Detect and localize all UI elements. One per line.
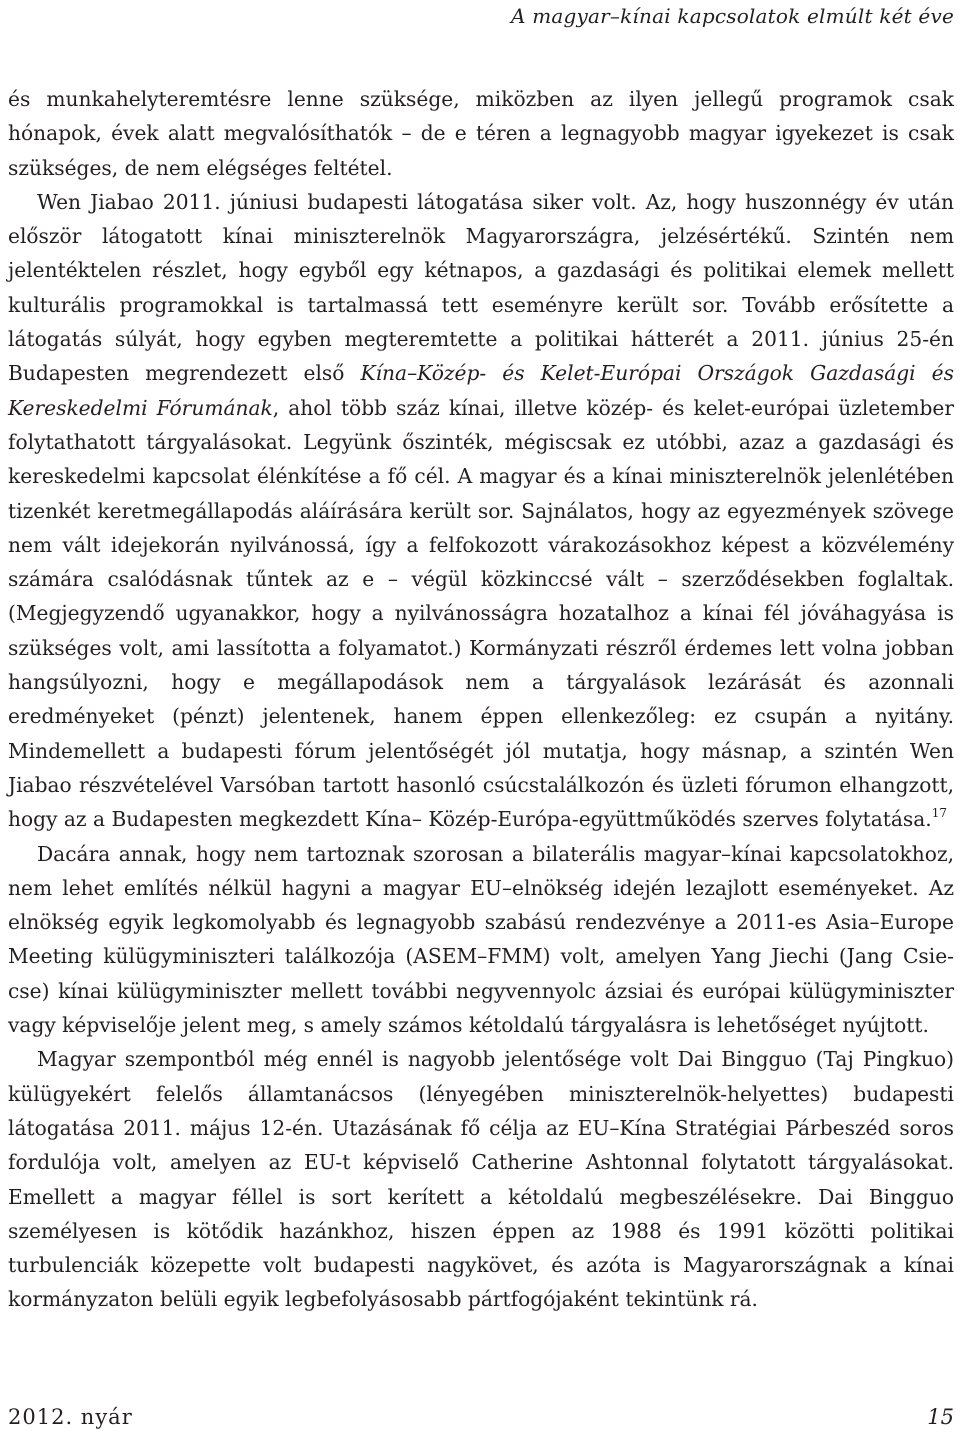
forum-title-italic: Kína–Közép- és Kelet-Európai Országok Gazdasági és Kereskedelmi Fórumának <box>8 361 954 420</box>
paragraph-1: és munkahelyteremtésre lenne szüksége, miközben az ilyen jellegű programok csak hónapok, évek alatt megvalósíthatók – de e téren a legnagyobb magyar igyekezet is csak szükséges, de nem elégséges feltétel. <box>8 87 954 180</box>
issue-label: 2012. nyár <box>8 1405 133 1429</box>
page-number: 15 <box>927 1405 954 1429</box>
paragraph-3: Dacára annak, hogy nem tartoznak szorosan a bilaterális magyar–kínai kapcsolatokhoz, nem lehet említés nélkül hagyni a magyar EU–elnökség idején lezajlott eseményeket. Az elnökség egyik legkomolyabb és legnagyobb szabású rendezvénye a 2011-es Asia–Europe Meeting külügyminiszteri találkozója (ASEM–FMM) volt, amelyen Yang Jiechi (Jang Csie-cse) kínai külügyminiszter mellett további negyvennyolc ázsiai és európai külügyminiszter vagy képviselője jelent meg, s amely számos kétoldalú tárgyalásra is lehetőséget nyújtott. <box>8 841 954 1038</box>
article-body <box>8 82 954 1317</box>
paragraph-2 <box>8 185 954 837</box>
paragraph-2-text-b: , ahol több száz kínai, illetve közép- és kelet-európai üzletember folytathatott tárgyalásokat. Legyünk őszinték, mégiscsak ez utóbbi, azaz a gazdasági és kereskedelmi kapcsolat élénkítése a fő cél. A magyar és a kínai miniszterelnök jelenlétében tizenkét keretmegállapodás aláírására került sor. Sajnálatos, hogy az egyezmények szövege nem vált idejekorán nyilvánossá, így a felfokozott várakozásokhoz képest a közvélemény számára csalódásnak tűntek az e – végül közkinccsé vált – szerződésekben foglaltak. (Megjegyzendő ugyanakkor, hogy a nyilvánosságra hozatalhoz a kínai fél jóváhagyása is szükséges volt, ami lassította a folyamatot.) Kormányzati részről érdemes lett volna jobban hangsúlyozni, hogy e megállapodások nem a tárgyalások lezárását és azonnali eredményeket (pénzt) jelentenek, hanem éppen ellenkezőleg: ez csupán a nyitány. Mindemellett a budapesti fórum jelentőségét jól mutatja, hogy másnap, a szintén Wen Jiabao részvételével Varsóban tartott hasonló csúcstalálkozón és üzleti fórumon elhangzott, hogy az a Budapesten megkezdett Kína– Közép-Európa-együttműködés szerves folytatása. <box>8 395 954 832</box>
footnote-reference[interactable]: 17 <box>931 806 947 821</box>
paragraph-2-text-a: Wen Jiabao 2011. júniusi budapesti látogatása siker volt. Az, hogy huszonnégy év után először látogatott kínai miniszterelnök Magyarországra, jelzésértékű. Szintén nem jelentéktelen részlet, hogy egyből egy kétnapos, a gazdasági és politikai elemek mellett kulturális programokkal is tartalmassá tett eseményre került sor. Tovább erősítette a látogatás súlyát, hogy egyben megteremtette a politikai hátterét a 2011. június 25-én Budapesten megrendezett első <box>8 189 954 386</box>
paragraph-4: Magyar szempontból még ennél is nagyobb jelentősége volt Dai Bingguo (Taj Pingkuo) külügyekért felelős államtanácsos (lényegében miniszterelnök-helyettes) budapesti látogatása 2011. május 12-én. Utazásának fő célja az EU–Kína Stratégiai Párbeszéd soros fordulója volt, amelyen az EU-t képviselő Catherine Ashtonnal folytatott tárgyalásokat. Emellett a magyar féllel is sort kerített a kétoldalú megbeszélésekre. Dai Bingguo személyesen is kötődik hazánkhoz, hiszen éppen az 1988 és 1991 közötti politikai turbulenciák közepette volt budapesti nagykövet, és azóta is Magyarországnak a kínai kormányzaton belüli egyik legbefolyásosabb pártfogójaként tekintünk rá. <box>8 1047 954 1312</box>
running-header: A magyar–kínai kapcsolatok elmúlt két éve <box>511 4 954 28</box>
